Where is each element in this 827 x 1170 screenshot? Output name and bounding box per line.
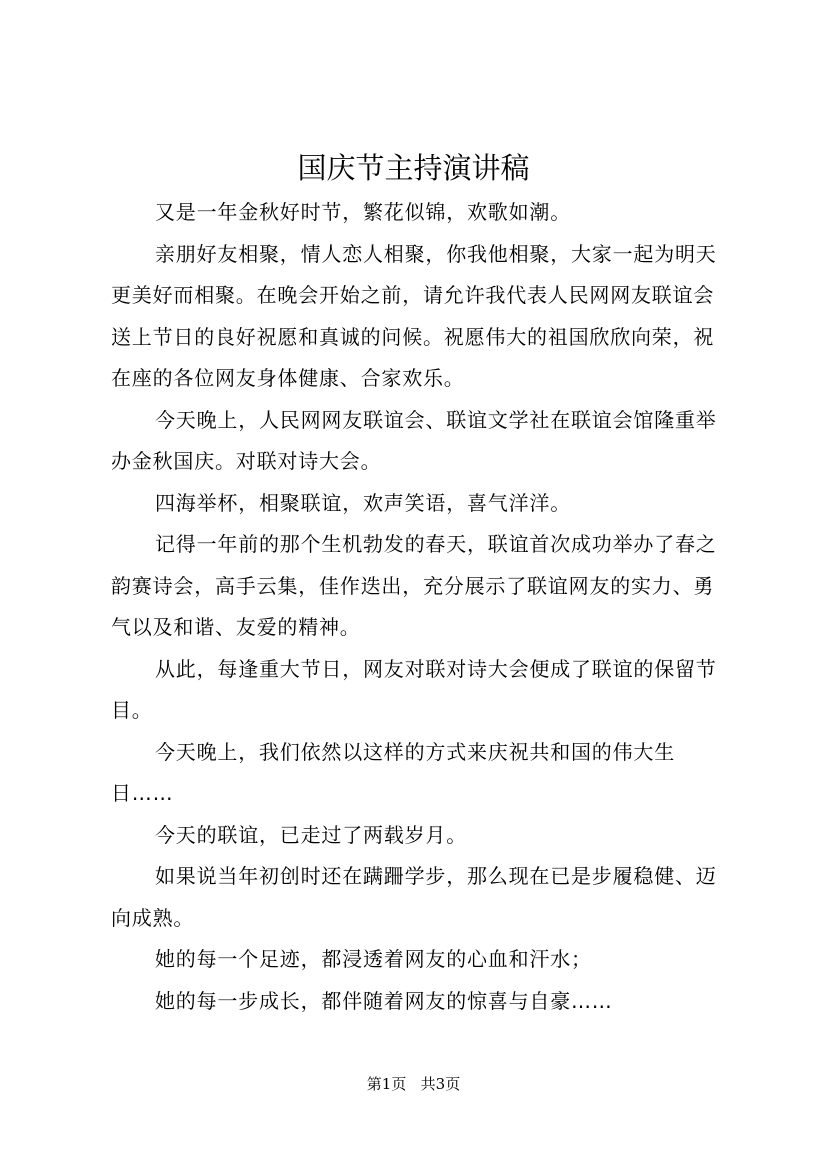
paragraph: 今天晚上，我们依然以这样的方式来庆祝共和国的伟大生日…… [111, 739, 675, 805]
document-body [111, 192, 723, 1022]
paragraph: 四海举杯，相聚联谊，欢声笑语，喜气洋洋。 [155, 490, 571, 515]
footer-spacer [411, 1075, 416, 1093]
paragraph: 又是一年金秋好时节，繁花似锦，欢歌如潮。 [155, 200, 571, 224]
paragraph: 她的每一步成长，都伴随着网友的惊喜与自豪…… [155, 988, 613, 1013]
paragraph: 从此，每逢重大节日，网友对联对诗大会便成了联谊的保留节目。 [111, 656, 717, 722]
paragraph: 如果说当年初创时还在蹒跚学步，那么现在已是步履稳健、迈向成熟。 [111, 864, 717, 930]
page-number: 第1页 [366, 1075, 407, 1093]
page-total: 共3页 [420, 1075, 461, 1093]
paragraph: 记得一年前的那个生机勃发的春天，联谊首次成功举办了春之韵赛诗会，高手云集，佳作迭出，充分展示了联谊网友的实力、勇气以及和谐、友爱的精神。 [111, 532, 717, 639]
paragraph: 她的每一个足迹，都浸透着网友的心血和汗水； [155, 947, 592, 971]
paragraph: 今天的联谊，已走过了两载岁月。 [155, 822, 467, 847]
page-footer [0, 1074, 827, 1094]
paragraph: 今天晚上，人民网网友联谊会、联谊文学社在联谊会馆隆重举办金秋国庆。对联对诗大会。 [111, 407, 717, 473]
paragraph: 亲朋好友相聚，情人恋人相聚，你我他相聚，大家一起为明天更美好而相聚。在晚会开始之前，请允许我代表人民网网友联谊会送上节日的良好祝愿和真诚的问候。祝愿伟大的祖国欣欣向荣，祝在座的各位网友身体健康、合家欢乐。 [111, 241, 717, 390]
document-title: 国庆节主持演讲稿 [297, 151, 530, 185]
